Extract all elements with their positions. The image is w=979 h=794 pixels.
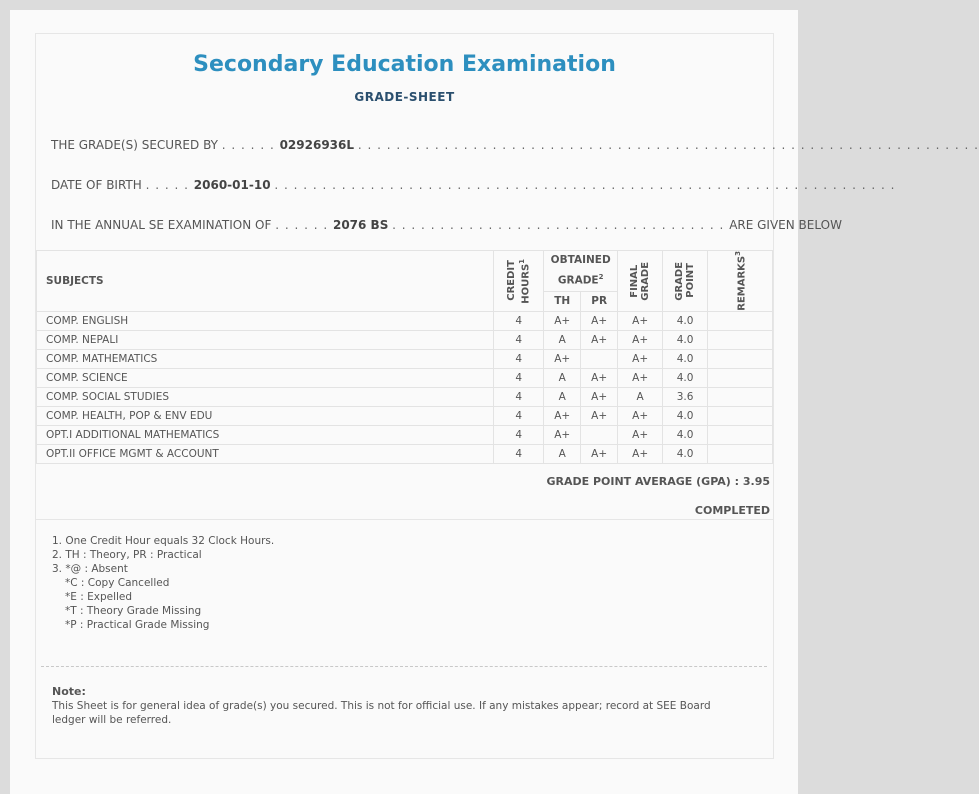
page-subtitle: GRADE-SHEET: [354, 90, 455, 104]
gpa-value: GRADE POINT AVERAGE (GPA) : 3.95: [546, 475, 770, 488]
subject-cell: COMP. NEPALI: [37, 330, 494, 349]
subject-cell: COMP. SOCIAL STUDIES: [37, 387, 494, 406]
pr-grade-cell: [581, 349, 618, 368]
table-row: [37, 368, 773, 387]
credit-cell: 4: [494, 311, 544, 330]
footnote: 1. One Credit Hour equals 32 Clock Hours.: [52, 535, 275, 547]
footnote: *C : Copy Cancelled: [65, 577, 170, 589]
table-row: [37, 406, 773, 425]
final-grade-cell: A+: [618, 330, 663, 349]
note-text: This Sheet is for general idea of grade(s) you secured. This is not for official use. If any mistakes appear; record at SEE Board ledger will be referred.: [52, 700, 711, 726]
note-heading: Note:: [52, 685, 86, 698]
th-grade-cell: A: [544, 387, 581, 406]
final-grade-cell: A+: [618, 425, 663, 444]
grades-table: [36, 250, 773, 464]
subject-cell: OPT.I ADDITIONAL MATHEMATICS: [37, 425, 494, 444]
table-row: [37, 444, 773, 463]
subject-cell: OPT.II OFFICE MGMT & ACCOUNT: [37, 444, 494, 463]
obtained-grade-header: OBTAINED GRADE$^2$: [544, 251, 618, 292]
grade-point-cell: 3.6: [663, 387, 708, 406]
subject-cell: COMP. MATHEMATICS: [37, 349, 494, 368]
exam-suffix: ARE GIVEN BELOW: [729, 218, 842, 232]
remarks-cell: [708, 349, 773, 368]
remarks-cell: [708, 311, 773, 330]
credit-cell: 4: [494, 387, 544, 406]
grade-point-cell: 4.0: [663, 406, 708, 425]
subject-cell: COMP. ENGLISH: [37, 311, 494, 330]
remarks-cell: [708, 368, 773, 387]
grade-point-cell: 4.0: [663, 444, 708, 463]
footnote: 3. *@ : Absent: [52, 563, 128, 575]
credit-hours-header: CREDIT HOURS$^1$: [494, 251, 544, 312]
remarks-cell: [708, 425, 773, 444]
symbol-number: 02926936L: [279, 138, 355, 152]
final-grade-header: FINAL GRADE: [618, 251, 663, 312]
subject-cell: COMP. SCIENCE: [37, 368, 494, 387]
final-grade-cell: A: [618, 387, 663, 406]
table-row: [37, 349, 773, 368]
credit-cell: 4: [494, 368, 544, 387]
final-grade-cell: A+: [618, 406, 663, 425]
secured-by-label: THE GRADE(S) SECURED BY: [51, 138, 218, 152]
subjects-header: SUBJECTS: [37, 251, 494, 312]
grade-point-cell: 4.0: [663, 330, 708, 349]
status-value: COMPLETED: [694, 504, 770, 517]
th-grade-cell: A+: [544, 425, 581, 444]
table-row: [37, 330, 773, 349]
th-grade-cell: A+: [544, 349, 581, 368]
grade-point-cell: 4.0: [663, 425, 708, 444]
credit-cell: 4: [494, 444, 544, 463]
grade-sheet: [35, 33, 979, 759]
dashed-divider: [41, 666, 767, 667]
footnote: 2. TH : Theory, PR : Practical: [52, 549, 202, 561]
pr-grade-cell: A+: [581, 311, 618, 330]
table-row: [37, 311, 773, 330]
credit-cell: 4: [494, 330, 544, 349]
dob-line: DATE OF BIRTH . . . . . 2060-01-10 . . . . . . . . . . . . . . . . . . . . . . . . . . . . . . . . . . . . . . . . . . . . . . . . . . . . . . . . . . . . . . . . .: [51, 178, 896, 192]
final-grade-cell: A+: [618, 368, 663, 387]
th-grade-cell: A: [544, 368, 581, 387]
remarks-cell: [708, 406, 773, 425]
page-background: [10, 10, 979, 794]
pr-grade-cell: A+: [581, 368, 618, 387]
subject-cell: COMP. HEALTH, POP & ENV EDU: [37, 406, 494, 425]
remarks-cell: [708, 444, 773, 463]
pr-grade-cell: A+: [581, 406, 618, 425]
pr-grade-cell: A+: [581, 387, 618, 406]
page-title: Secondary Education Examination: [193, 52, 616, 77]
th-grade-cell: A+: [544, 311, 581, 330]
final-grade-cell: A+: [618, 349, 663, 368]
exam-year: 2076 BS: [332, 218, 389, 232]
table-row: [37, 425, 773, 444]
credit-cell: 4: [494, 425, 544, 444]
dob-value: 2060-01-10: [193, 178, 271, 192]
table-row: [37, 387, 773, 406]
pr-grade-cell: [581, 425, 618, 444]
final-grade-cell: A+: [618, 311, 663, 330]
pr-grade-cell: A+: [581, 330, 618, 349]
footnote: *E : Expelled: [65, 591, 133, 603]
pr-grade-cell: A+: [581, 444, 618, 463]
th-header: TH: [544, 291, 581, 311]
credit-cell: 4: [494, 406, 544, 425]
dob-label: DATE OF BIRTH: [51, 178, 142, 192]
footnotes: [52, 534, 274, 632]
credit-cell: 4: [494, 349, 544, 368]
grade-point-cell: 4.0: [663, 368, 708, 387]
th-grade-cell: A: [544, 444, 581, 463]
grade-point-cell: 4.0: [663, 311, 708, 330]
footnote: *P : Practical Grade Missing: [65, 619, 210, 631]
divider: [36, 519, 773, 520]
footnote: *T : Theory Grade Missing: [65, 605, 202, 617]
th-grade-cell: A+: [544, 406, 581, 425]
exam-line: IN THE ANNUAL SE EXAMINATION OF . . . . . . 2076 BS . . . . . . . . . . . . . . . . . . . . . . . . . . . . . . . . . . . ARE GIVEN BELOW: [51, 218, 842, 232]
grade-point-header: GRADE POINT: [663, 251, 708, 312]
remarks-cell: [708, 330, 773, 349]
final-grade-cell: A+: [618, 444, 663, 463]
secured-by-line: THE GRADE(S) SECURED BY . . . . . . 02926936L . . . . . . . . . . . . . . . . . . . . . . . . . . . . . . . . . . . . . . . . . . . . . . . . . . . . . . . . . . . . . . . . .: [51, 138, 979, 152]
remarks-cell: [708, 387, 773, 406]
pr-header: PR: [581, 291, 618, 311]
grade-point-cell: 4.0: [663, 349, 708, 368]
th-grade-cell: A: [544, 330, 581, 349]
remarks-header: REMARKS$^3$: [708, 251, 773, 312]
exam-label: IN THE ANNUAL SE EXAMINATION OF: [51, 218, 272, 232]
